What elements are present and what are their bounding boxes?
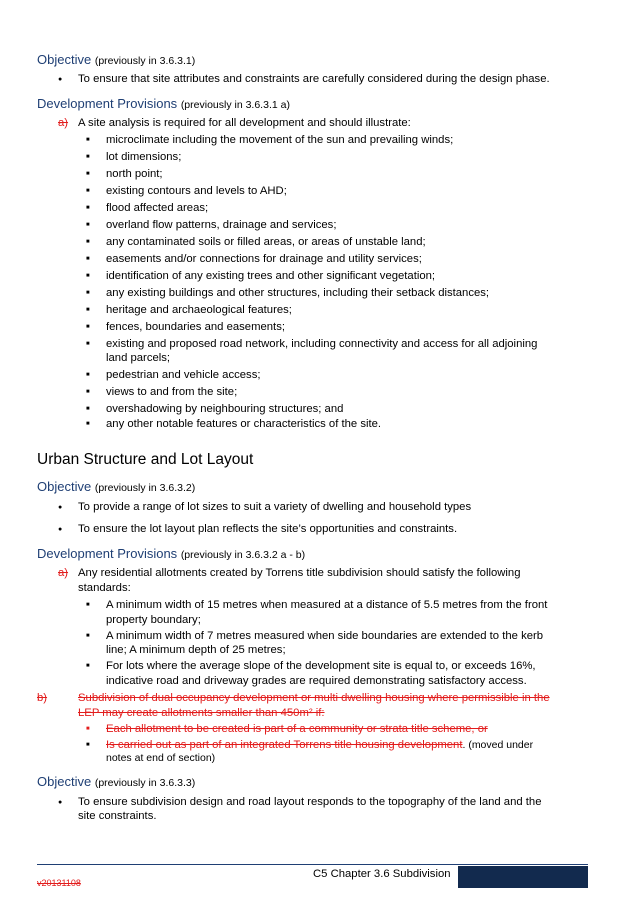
standard-item-continued: line; A minimum depth of 25 metres; bbox=[106, 644, 286, 656]
objective-heading-3 bbox=[37, 774, 195, 789]
list-item: ■ heritage and archaeological features; bbox=[106, 303, 292, 318]
deleted-item-b-line: Subdivision of dual occupancy development or multi dwelling housing where permissible in the bbox=[78, 692, 550, 704]
objective-item: ● To ensure the lot layout plan reflects the site’s opportunities and constraints. bbox=[78, 522, 457, 537]
objective-item: ● To ensure subdivision design and road layout responds to the topography of the land and the bbox=[78, 795, 542, 810]
list-item: ■ easements and/or connections for drainage and utility services; bbox=[106, 252, 422, 267]
standard-item-continued: property boundary; bbox=[106, 614, 201, 626]
list-item: ■ existing and proposed road network, including connectivity and access for all adjoining bbox=[106, 337, 537, 352]
moved-note-continued: notes at end of section) bbox=[106, 752, 216, 764]
list-item: ■ any existing buildings and other structures, including their setback distances; bbox=[106, 286, 489, 301]
item-letter-a: a) bbox=[58, 117, 69, 129]
list-item: ■ any other notable features or characteristics of the site. bbox=[106, 417, 381, 432]
list-item: ■ overshadowing by neighbouring structures; and bbox=[106, 402, 343, 417]
section-heading: Urban Structure and Lot Layout bbox=[37, 451, 254, 468]
item-letter-a: a) bbox=[58, 567, 69, 579]
provisions-note: (previously in 3.6.3.2 a - b) bbox=[180, 549, 306, 561]
moved-note: . (moved under bbox=[462, 739, 534, 751]
list-item: ■ views to and from the site; bbox=[106, 385, 237, 400]
footer-rule bbox=[37, 864, 588, 865]
footer-color-block bbox=[458, 866, 588, 888]
deleted-item-b-line: LEP may create allotments smaller than 450m² if: bbox=[78, 707, 325, 719]
objective-title: Objective bbox=[37, 479, 92, 494]
item-a-text: A site analysis is required for all development and should illustrate: bbox=[78, 117, 411, 129]
list-item: ■ identification of any existing trees and other significant vegetation; bbox=[106, 269, 435, 284]
objective-title: Objective bbox=[37, 52, 92, 67]
list-item: ■ flood affected areas; bbox=[106, 201, 208, 216]
standard-item: ■ A minimum width of 15 metres when measured at a distance of 5.5 metres from the front bbox=[106, 598, 547, 613]
provisions-heading-1 bbox=[37, 96, 290, 111]
objective-note: (previously in 3.6.3.1) bbox=[94, 55, 196, 67]
item-letter-b: b) bbox=[37, 692, 48, 704]
objective-item: ● To provide a range of lot sizes to suit a variety of dwelling and household types bbox=[78, 500, 471, 515]
standard-item: ■ For lots where the average slope of the development site is equal to, or exceeds 16%, bbox=[106, 659, 536, 674]
objective-note: (previously in 3.6.3.2) bbox=[94, 482, 196, 494]
deleted-sub-item: ■ Each allotment to be created is part of a community or strata title scheme, or bbox=[106, 722, 488, 737]
objective-note: (previously in 3.6.3.3) bbox=[94, 777, 196, 789]
objective-heading-2 bbox=[37, 479, 195, 494]
list-item-continued: land parcels; bbox=[106, 352, 171, 364]
list-item: ■ north point; bbox=[106, 167, 163, 182]
objective-item-continued: site constraints. bbox=[78, 810, 157, 822]
standard-item: ■ A minimum width of 7 metres measured when side boundaries are extended to the kerb bbox=[106, 629, 543, 644]
provisions-heading-2 bbox=[37, 546, 305, 561]
provisions-note: (previously in 3.6.3.1 a) bbox=[180, 99, 290, 111]
list-item: ■ pedestrian and vehicle access; bbox=[106, 368, 260, 383]
list-item: ■ existing contours and levels to AHD; bbox=[106, 184, 287, 199]
list-item: ■ fences, boundaries and easements; bbox=[106, 320, 285, 335]
item-a-line: Any residential allotments created by Torrens title subdivision should satisfy the following bbox=[78, 567, 521, 579]
provisions-title: Development Provisions bbox=[37, 546, 178, 561]
provisions-title: Development Provisions bbox=[37, 96, 178, 111]
footer-version: v20131108 bbox=[37, 878, 81, 888]
objective-heading-1 bbox=[37, 52, 195, 67]
objective-item: ● To ensure that site attributes and constraints are carefully considered during the design phase. bbox=[78, 72, 550, 87]
deleted-text: Is carried out as part of an integrated Torrens title housing development bbox=[106, 739, 463, 751]
objective-title: Objective bbox=[37, 774, 92, 789]
item-a-line: standards: bbox=[78, 582, 131, 594]
list-item: ■ microclimate including the movement of the sun and prevailing winds; bbox=[106, 133, 453, 148]
list-item: ■ any contaminated soils or filled areas, or areas of unstable land; bbox=[106, 235, 426, 250]
list-item: ■ overland flow patterns, drainage and services; bbox=[106, 218, 336, 233]
footer-title: C5 Chapter 3.6 Subdivision bbox=[313, 868, 451, 880]
standard-item-continued: indicative road and driveway grades are required demonstrating satisfactory access. bbox=[106, 675, 527, 687]
list-item: ■ lot dimensions; bbox=[106, 150, 181, 165]
